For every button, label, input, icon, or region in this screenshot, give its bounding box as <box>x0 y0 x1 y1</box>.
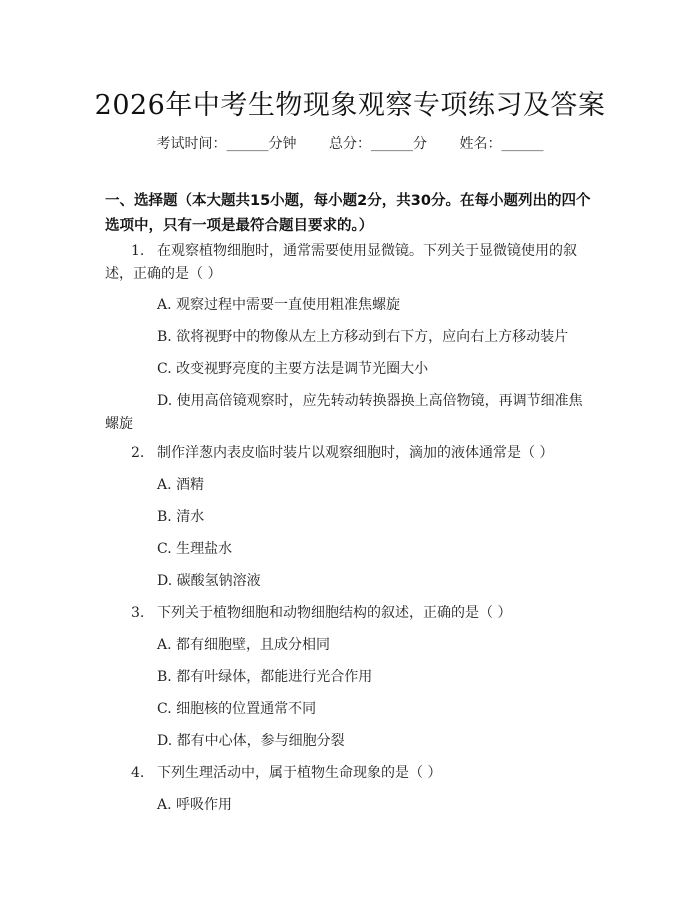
question-4-option-a: A. 呼吸作用 <box>157 797 233 813</box>
question-4 <box>105 762 600 785</box>
question-2 <box>105 442 600 465</box>
question-3-option-a: A. 都有细胞壁，且成分相同 <box>157 637 331 653</box>
exam-info-line <box>0 133 700 153</box>
question-2-option-c: C. 生理盐水 <box>157 541 233 557</box>
exam-time-field: 考试时间：______分钟 <box>156 136 297 152</box>
page-title: 2026年中考生物现象观察专项练习及答案 <box>94 90 606 121</box>
question-2-option-d: D. 碳酸氢钠溶液 <box>157 573 261 589</box>
question-number: 1. <box>131 243 145 259</box>
question-1 <box>105 240 600 286</box>
question-2-option-a: A. 酒精 <box>157 477 205 493</box>
question-stem: 下列关于植物细胞和动物细胞结构的叙述，正确的是（ ） <box>157 605 512 621</box>
question-number: 2. <box>131 445 145 461</box>
question-3-option-d: D. 都有中心体，参与细胞分裂 <box>157 733 345 749</box>
question-3 <box>105 602 600 625</box>
question-stem: 在观察植物细胞时，通常需要使用显微镜。下列关于显微镜使用的叙述，正确的是（ ） <box>105 243 577 282</box>
section-heading: 一、选择题（本大题共15小题，每小题2分，共30分。在每小题列出的四个选项中，只有一项是最符合题目要求的。） <box>105 193 591 234</box>
question-1-option-b: B. 欲将视野中的物像从左上方移动到右下方，应向右上方移动装片 <box>157 329 569 345</box>
question-3-option-b: B. 都有叶绿体，都能进行光合作用 <box>157 669 373 685</box>
question-stem: 下列生理活动中，属于植物生命现象的是（ ） <box>157 765 442 781</box>
student-name-field: 姓名：______ <box>459 136 544 152</box>
question-3-option-c: C. 细胞核的位置通常不同 <box>157 701 317 717</box>
question-1-option-a: A. 观察过程中需要一直使用粗准焦螺旋 <box>157 297 401 313</box>
question-2-option-b: B. 清水 <box>157 509 205 525</box>
question-1-option-d: D. 使用高倍镜观察时，应先转动转换器换上高倍物镜，再调节细准焦螺旋 <box>105 393 583 432</box>
question-number: 4. <box>131 765 145 781</box>
question-stem: 制作洋葱内表皮临时装片以观察细胞时，滴加的液体通常是（ ） <box>157 445 554 461</box>
question-1-option-c: C. 改变视野亮度的主要方法是调节光圈大小 <box>157 361 429 377</box>
total-score-field: 总分：______分 <box>329 136 427 152</box>
question-number: 3. <box>131 605 145 621</box>
